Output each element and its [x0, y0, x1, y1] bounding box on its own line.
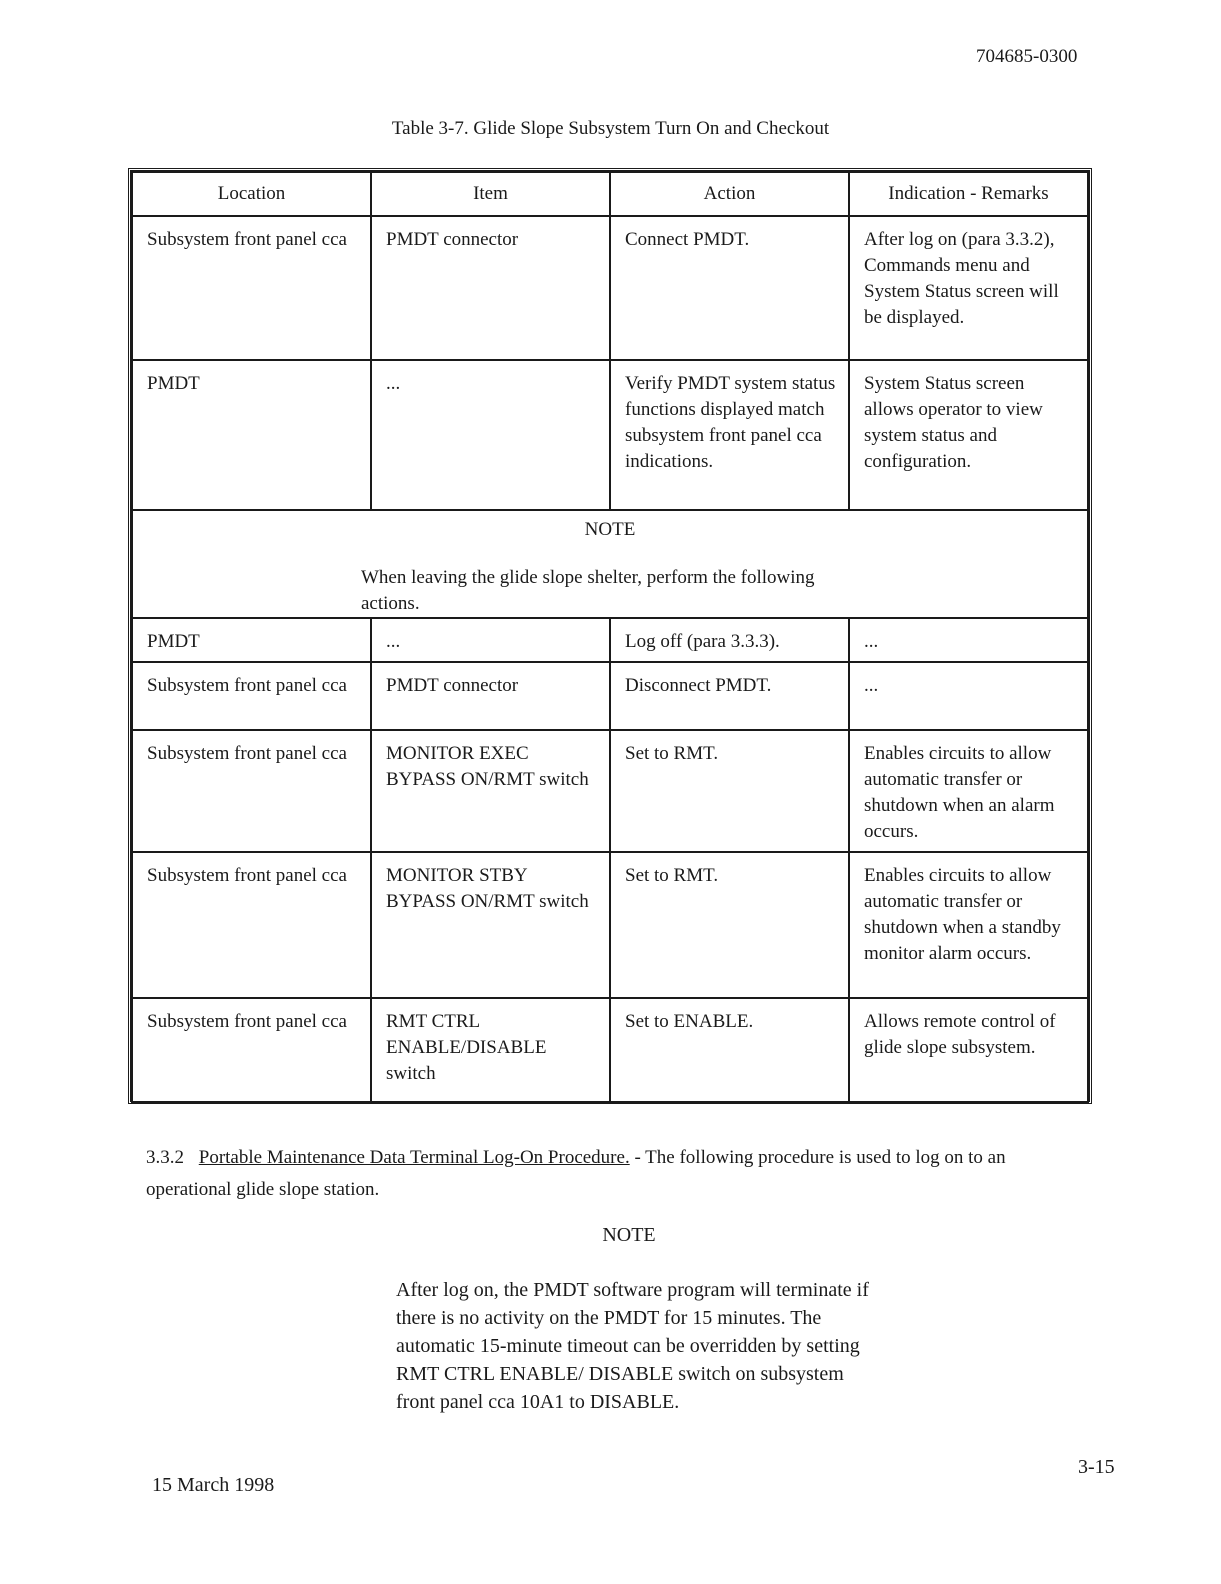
cell-action: Set to RMT. [610, 852, 849, 998]
cell-location: Subsystem front panel cca [132, 216, 371, 360]
cell-action: Disconnect PMDT. [610, 662, 849, 730]
table-row [132, 730, 1088, 852]
cell-action: Verify PMDT system status functions displayed match subsystem front panel cca indications. [610, 360, 849, 510]
cell-item: ... [371, 360, 610, 510]
table-row [132, 852, 1088, 998]
cell-item: PMDT connector [371, 662, 610, 730]
procedure-table [131, 171, 1089, 1103]
cell-item: PMDT connector [371, 216, 610, 360]
cell-remarks: System Status screen allows operator to view system status and configuration. [849, 360, 1088, 510]
column-header-location: Location [132, 172, 371, 216]
table-note-row [132, 510, 1088, 618]
cell-location: Subsystem front panel cca [132, 852, 371, 998]
cell-item: MONITOR STBY BYPASS ON/RMT switch [371, 852, 610, 998]
section-number: 3.3.2 [146, 1147, 184, 1168]
document-number: 704685-0300 [976, 46, 1078, 67]
cell-action: Log off (para 3.3.3). [610, 618, 849, 662]
cell-remarks: Allows remote control of glide slope subsystem. [849, 998, 1088, 1102]
table-note-title: NOTE [584, 519, 636, 540]
note-text: After log on, the PMDT software program will terminate if there is no activity on the PMDT for 15 minutes. The automatic 15-minute timeout can be overridden by setting RMT CTRL ENABLE/ DISABLE switch on subsystem front panel cca 10A1 to DISABLE. [396, 1279, 869, 1413]
footer-date: 15 March 1998 [152, 1474, 275, 1496]
table-row [132, 662, 1088, 730]
table-header-row [132, 172, 1088, 216]
cell-location: Subsystem front panel cca [132, 998, 371, 1102]
cell-remarks: Enables circuits to allow automatic transfer or shutdown when a standby monitor alarm occurs. [849, 852, 1088, 998]
cell-remarks: ... [849, 618, 1088, 662]
note-title: NOTE [602, 1224, 656, 1246]
table-note-cell [132, 510, 1088, 618]
section-title: Portable Maintenance Data Terminal Log-On Procedure. [198, 1147, 630, 1168]
cell-location: PMDT [132, 618, 371, 662]
table-row [132, 618, 1088, 662]
procedure-table-frame [128, 168, 1092, 1104]
column-header-remarks: Indication - Remarks [849, 172, 1088, 216]
cell-remarks: Enables circuits to allow automatic transfer or shutdown when an alarm occurs. [849, 730, 1088, 852]
cell-action: Set to ENABLE. [610, 998, 849, 1102]
cell-remarks: ... [849, 662, 1088, 730]
table-caption: Table 3-7. Glide Slope Subsystem Turn On and Checkout [391, 118, 830, 139]
cell-remarks: After log on (para 3.3.2), Commands menu and System Status screen will be displayed. [849, 216, 1088, 360]
table-row [132, 998, 1088, 1102]
cell-location: PMDT [132, 360, 371, 510]
cell-item: ... [371, 618, 610, 662]
column-header-action: Action [610, 172, 849, 216]
section-paragraph [146, 1142, 1086, 1206]
cell-action: Connect PMDT. [610, 216, 849, 360]
table-note-text: When leaving the glide slope shelter, perform the following actions. [361, 567, 815, 614]
cell-action: Set to RMT. [610, 730, 849, 852]
cell-location: Subsystem front panel cca [132, 662, 371, 730]
column-header-item: Item [371, 172, 610, 216]
cell-item: RMT CTRL ENABLE/DISABLE switch [371, 998, 610, 1102]
table-row [132, 360, 1088, 510]
section-text: - The following procedure is used to log on to an operational glide slope station. [146, 1147, 1006, 1200]
page-number: 3-15 [1078, 1456, 1115, 1478]
cell-item: MONITOR EXEC BYPASS ON/RMT switch [371, 730, 610, 852]
table-row [132, 216, 1088, 360]
cell-location: Subsystem front panel cca [132, 730, 371, 852]
